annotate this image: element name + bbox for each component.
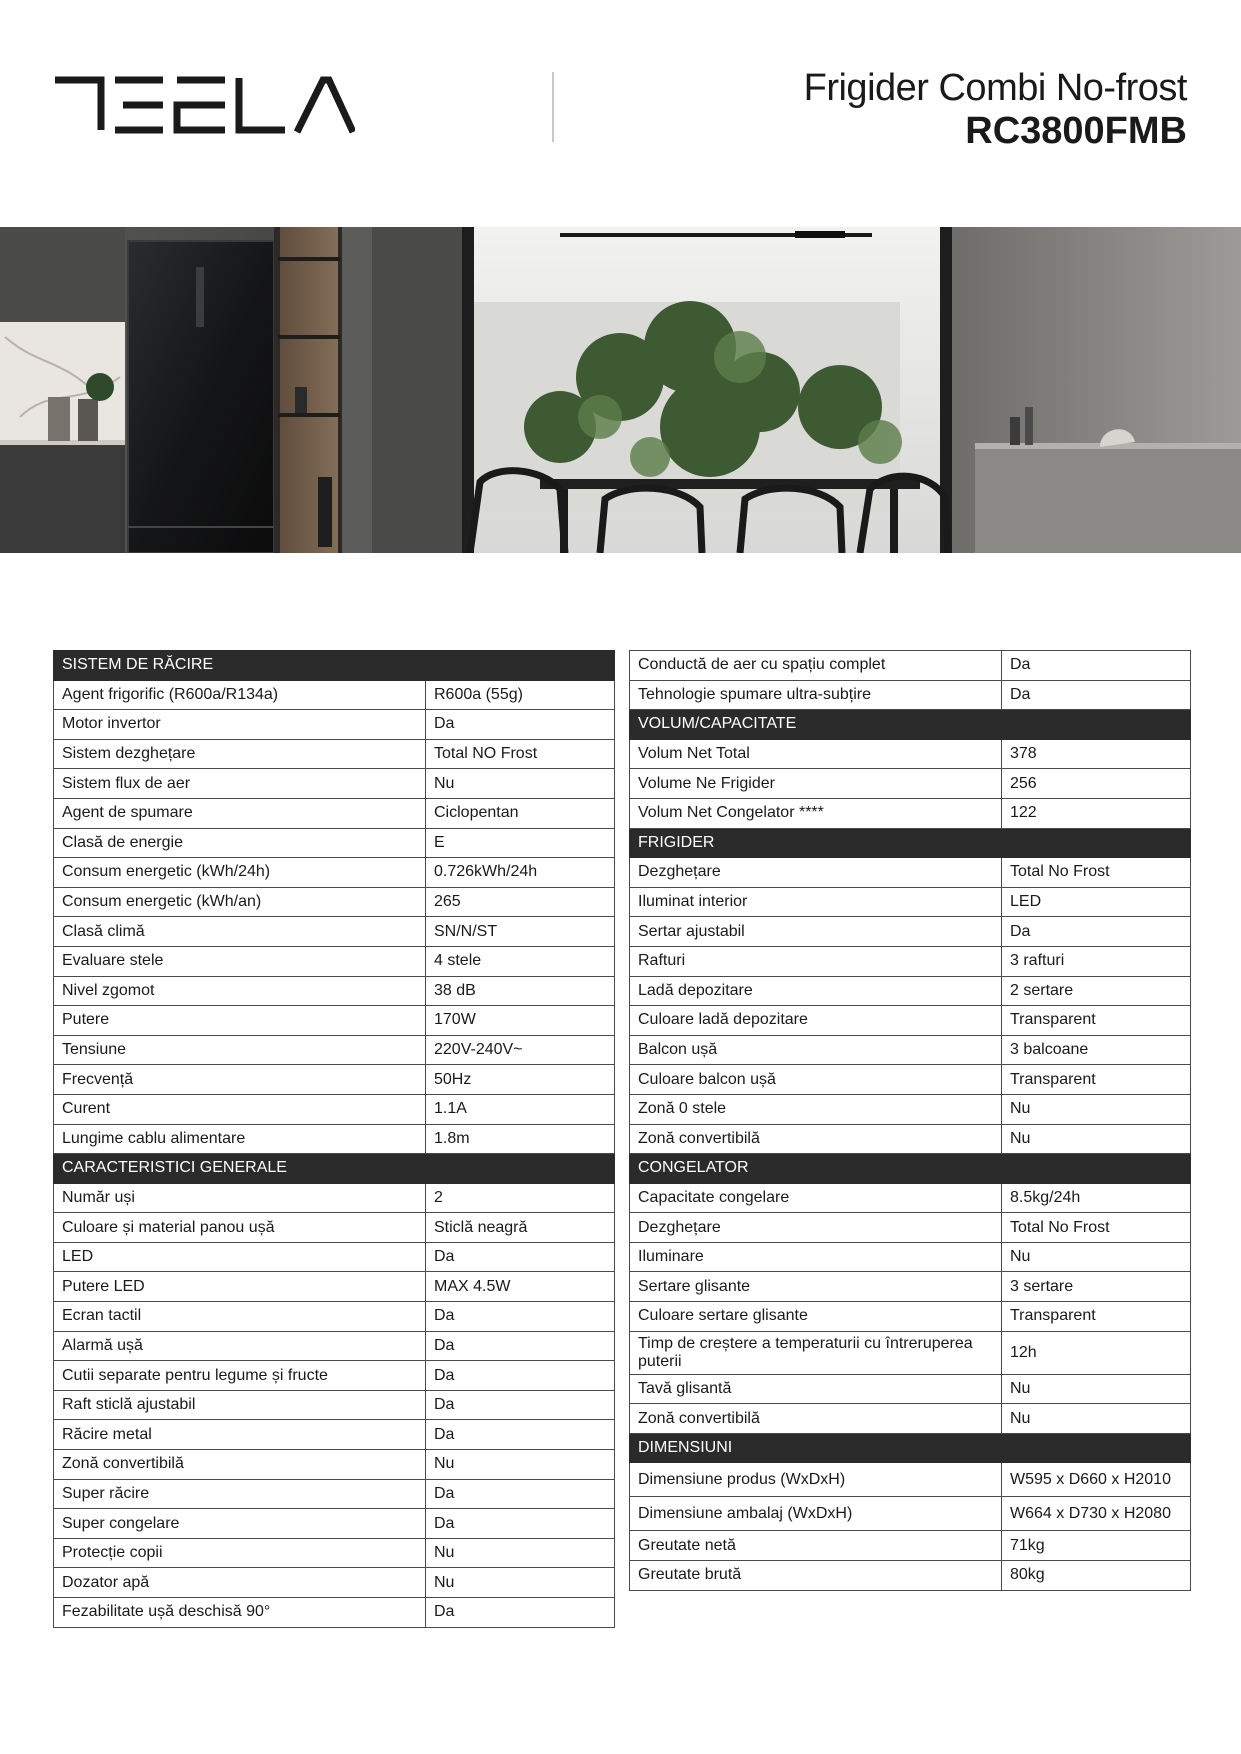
section-header — [54, 1154, 615, 1184]
spec-value: 265 — [426, 887, 615, 917]
spec-label: Dezghețare — [630, 858, 1002, 888]
spec-label: Motor invertor — [54, 710, 426, 740]
spec-label: Greutate netă — [630, 1531, 1002, 1561]
spec-row — [54, 1006, 615, 1036]
spec-row — [630, 1531, 1191, 1561]
section-header — [54, 651, 615, 681]
spec-row — [54, 1272, 615, 1302]
spec-value: Da — [426, 1361, 615, 1391]
spec-label: Consum energetic (kWh/an) — [54, 887, 426, 917]
spec-row — [54, 1509, 615, 1539]
spec-label: Conductă de aer cu spațiu complet — [630, 651, 1002, 681]
spec-row — [54, 828, 615, 858]
spec-value: SN/N/ST — [426, 917, 615, 947]
spec-row — [54, 1094, 615, 1124]
spec-value: 378 — [1002, 739, 1191, 769]
spec-row — [54, 1390, 615, 1420]
spec-row — [630, 680, 1191, 710]
spec-label: Zonă 0 stele — [630, 1094, 1002, 1124]
spec-label: Raft sticlă ajustabil — [54, 1390, 426, 1420]
header-divider — [552, 72, 554, 142]
spec-value: 3 sertare — [1002, 1272, 1191, 1302]
spec-row — [630, 946, 1191, 976]
spec-value: Da — [426, 1509, 615, 1539]
spec-value: Total NO Frost — [426, 739, 615, 769]
spec-label: Culoare balcon ușă — [630, 1065, 1002, 1095]
spec-label: LED — [54, 1242, 426, 1272]
spec-label: Culoare ladă depozitare — [630, 1006, 1002, 1036]
spec-label: Tensiune — [54, 1035, 426, 1065]
spec-row — [54, 1302, 615, 1332]
spec-value: 2 — [426, 1183, 615, 1213]
spec-value: Transparent — [1002, 1302, 1191, 1332]
spec-label: Dezghețare — [630, 1213, 1002, 1243]
spec-row — [630, 1404, 1191, 1434]
product-type: Frigider Combi No-frost — [803, 67, 1187, 109]
section-title: CONGELATOR — [630, 1154, 1191, 1184]
spec-value: Nu — [426, 1538, 615, 1568]
spec-row — [630, 1094, 1191, 1124]
spec-label: Frecvență — [54, 1065, 426, 1095]
section-title: CARACTERISTICI GENERALE — [54, 1154, 615, 1184]
spec-label: Iluminare — [630, 1242, 1002, 1272]
spec-row — [630, 1183, 1191, 1213]
spec-row — [54, 1213, 615, 1243]
spec-label: Cutii separate pentru legume și fructe — [54, 1361, 426, 1391]
spec-value: 3 rafturi — [1002, 946, 1191, 976]
spec-value: 80kg — [1002, 1561, 1191, 1591]
spec-row — [630, 739, 1191, 769]
spec-value: Nu — [1002, 1404, 1191, 1434]
spec-value: Da — [1002, 651, 1191, 681]
spec-value: Da — [1002, 917, 1191, 947]
spec-value: Da — [426, 1242, 615, 1272]
spec-label: Protecție copii — [54, 1538, 426, 1568]
tesla-wordmark-icon — [53, 76, 355, 134]
spec-label: Volum Net Total — [630, 739, 1002, 769]
hero-kitchen-image — [0, 227, 1241, 553]
spec-row — [54, 1420, 615, 1450]
spec-value: 1.8m — [426, 1124, 615, 1154]
spec-value: 220V-240V~ — [426, 1035, 615, 1065]
spec-row — [630, 651, 1191, 681]
spec-row — [54, 887, 615, 917]
spec-row — [630, 1242, 1191, 1272]
spec-label: Lungime cablu alimentare — [54, 1124, 426, 1154]
spec-label: Nivel zgomot — [54, 976, 426, 1006]
spec-row — [630, 1035, 1191, 1065]
section-title: FRIGIDER — [630, 828, 1191, 858]
spec-value: 122 — [1002, 798, 1191, 828]
spec-value: Transparent — [1002, 1065, 1191, 1095]
spec-value: Sticlă neagră — [426, 1213, 615, 1243]
spec-row — [630, 1497, 1191, 1531]
spec-row — [54, 1450, 615, 1480]
spec-value: R600a (55g) — [426, 680, 615, 710]
spec-value: 170W — [426, 1006, 615, 1036]
spec-label: Dimensiune produs (WxDxH) — [630, 1463, 1002, 1497]
spec-value: Nu — [1002, 1242, 1191, 1272]
spec-value: 1.1A — [426, 1094, 615, 1124]
spec-label: Alarmă ușă — [54, 1331, 426, 1361]
spec-label: Greutate brută — [630, 1561, 1002, 1591]
spec-label: Fezabilitate ușă deschisă 90° — [54, 1598, 426, 1628]
spec-row — [54, 1242, 615, 1272]
spec-row — [630, 917, 1191, 947]
spec-row — [54, 1183, 615, 1213]
spec-value: LED — [1002, 887, 1191, 917]
spec-row — [54, 1124, 615, 1154]
spec-label: Ladă depozitare — [630, 976, 1002, 1006]
spec-row — [54, 1065, 615, 1095]
spec-row — [630, 769, 1191, 799]
spec-value: MAX 4.5W — [426, 1272, 615, 1302]
spec-row — [54, 1598, 615, 1628]
spec-label: Culoare sertare glisante — [630, 1302, 1002, 1332]
spec-value: Da — [426, 1598, 615, 1628]
spec-row — [54, 798, 615, 828]
spec-value: Da — [426, 1420, 615, 1450]
spec-label: Super congelare — [54, 1509, 426, 1539]
spec-label: Timp de creștere a temperaturii cu întreruperea puterii — [630, 1331, 1002, 1374]
spec-row — [630, 1302, 1191, 1332]
section-title: VOLUM/CAPACITATE — [630, 710, 1191, 740]
spec-row — [54, 1035, 615, 1065]
spec-row — [630, 1124, 1191, 1154]
spec-row — [54, 769, 615, 799]
spec-row — [630, 798, 1191, 828]
spec-label: Dimensiune ambalaj (WxDxH) — [630, 1497, 1002, 1531]
section-title: DIMENSIUNI — [630, 1433, 1191, 1463]
spec-row — [54, 1361, 615, 1391]
spec-label: Dozator apă — [54, 1568, 426, 1598]
spec-label: Răcire metal — [54, 1420, 426, 1450]
spec-label: Consum energetic (kWh/24h) — [54, 858, 426, 888]
spec-row — [630, 1065, 1191, 1095]
spec-value: Nu — [426, 1568, 615, 1598]
spec-label: Sertar ajustabil — [630, 917, 1002, 947]
spec-label: Zonă convertibilă — [630, 1124, 1002, 1154]
spec-label: Sistem dezghețare — [54, 739, 426, 769]
spec-value: Nu — [426, 769, 615, 799]
spec-row — [630, 1006, 1191, 1036]
spec-value: Da — [426, 1331, 615, 1361]
spec-value: Total No Frost — [1002, 1213, 1191, 1243]
spec-value: Da — [426, 1302, 615, 1332]
spec-value: 256 — [1002, 769, 1191, 799]
right-spec-table — [629, 650, 1191, 1591]
spec-label: Evaluare stele — [54, 946, 426, 976]
spec-value: 0.726kWh/24h — [426, 858, 615, 888]
spec-row — [630, 1374, 1191, 1404]
spec-row — [54, 1538, 615, 1568]
spec-row — [54, 1331, 615, 1361]
spec-label: Super răcire — [54, 1479, 426, 1509]
spec-row — [630, 1272, 1191, 1302]
spec-value: 4 stele — [426, 946, 615, 976]
product-title-block — [804, 66, 1187, 152]
spec-row — [54, 1479, 615, 1509]
spec-label: Volume Ne Frigider — [630, 769, 1002, 799]
spec-value: Da — [426, 1390, 615, 1420]
spec-value: Transparent — [1002, 1006, 1191, 1036]
section-header — [630, 710, 1191, 740]
spec-label: Clasă de energie — [54, 828, 426, 858]
spec-value: Da — [426, 710, 615, 740]
spec-value: 50Hz — [426, 1065, 615, 1095]
spec-row — [54, 858, 615, 888]
spec-value: Nu — [1002, 1094, 1191, 1124]
spec-row — [630, 858, 1191, 888]
spec-label: Putere — [54, 1006, 426, 1036]
spec-label: Balcon ușă — [630, 1035, 1002, 1065]
spec-label: Tavă glisantă — [630, 1374, 1002, 1404]
spec-row — [630, 1213, 1191, 1243]
spec-label: Clasă climă — [54, 917, 426, 947]
spec-value: 3 balcoane — [1002, 1035, 1191, 1065]
spec-row — [54, 1568, 615, 1598]
left-spec-table — [53, 650, 615, 1628]
spec-value: W595 x D660 x H2010 — [1002, 1463, 1191, 1497]
spec-row — [630, 1463, 1191, 1497]
section-header — [630, 1433, 1191, 1463]
spec-value: Da — [1002, 680, 1191, 710]
spec-label: Sertare glisante — [630, 1272, 1002, 1302]
spec-value: Nu — [1002, 1374, 1191, 1404]
section-header — [630, 828, 1191, 858]
spec-label: Sistem flux de aer — [54, 769, 426, 799]
spec-row — [630, 976, 1191, 1006]
model-number: RC3800FMB — [965, 110, 1187, 152]
spec-label: Zonă convertibilă — [54, 1450, 426, 1480]
spec-value: 38 dB — [426, 976, 615, 1006]
spec-value: Nu — [1002, 1124, 1191, 1154]
spec-row — [630, 887, 1191, 917]
spec-value: 2 sertare — [1002, 976, 1191, 1006]
spec-value: E — [426, 828, 615, 858]
section-title: SISTEM DE RĂCIRE — [54, 651, 615, 681]
spec-value: Da — [426, 1479, 615, 1509]
spec-row — [54, 710, 615, 740]
spec-value: W664 x D730 x H2080 — [1002, 1497, 1191, 1531]
spec-label: Ecran tactil — [54, 1302, 426, 1332]
spec-label: Iluminat interior — [630, 887, 1002, 917]
spec-row — [54, 976, 615, 1006]
spec-label: Curent — [54, 1094, 426, 1124]
spec-label: Putere LED — [54, 1272, 426, 1302]
spec-label: Culoare și material panou ușă — [54, 1213, 426, 1243]
spec-label: Tehnologie spumare ultra-subțire — [630, 680, 1002, 710]
spec-label: Agent de spumare — [54, 798, 426, 828]
spec-value: 8.5kg/24h — [1002, 1183, 1191, 1213]
spec-row — [54, 680, 615, 710]
spec-value: Nu — [426, 1450, 615, 1480]
spec-value: 12h — [1002, 1331, 1191, 1374]
spec-value: 71kg — [1002, 1531, 1191, 1561]
section-header — [630, 1154, 1191, 1184]
spec-row — [54, 739, 615, 769]
spec-row — [630, 1561, 1191, 1591]
spec-label: Număr uși — [54, 1183, 426, 1213]
spec-value: Total No Frost — [1002, 858, 1191, 888]
spec-row — [54, 946, 615, 976]
spec-label: Agent frigorific (R600a/R134a) — [54, 680, 426, 710]
spec-label: Volum Net Congelator **** — [630, 798, 1002, 828]
spec-row — [630, 1331, 1191, 1374]
spec-value: Ciclopentan — [426, 798, 615, 828]
spec-label: Zonă convertibilă — [630, 1404, 1002, 1434]
spec-label: Capacitate congelare — [630, 1183, 1002, 1213]
spec-row — [54, 917, 615, 947]
spec-label: Rafturi — [630, 946, 1002, 976]
tesla-logo — [53, 76, 355, 134]
